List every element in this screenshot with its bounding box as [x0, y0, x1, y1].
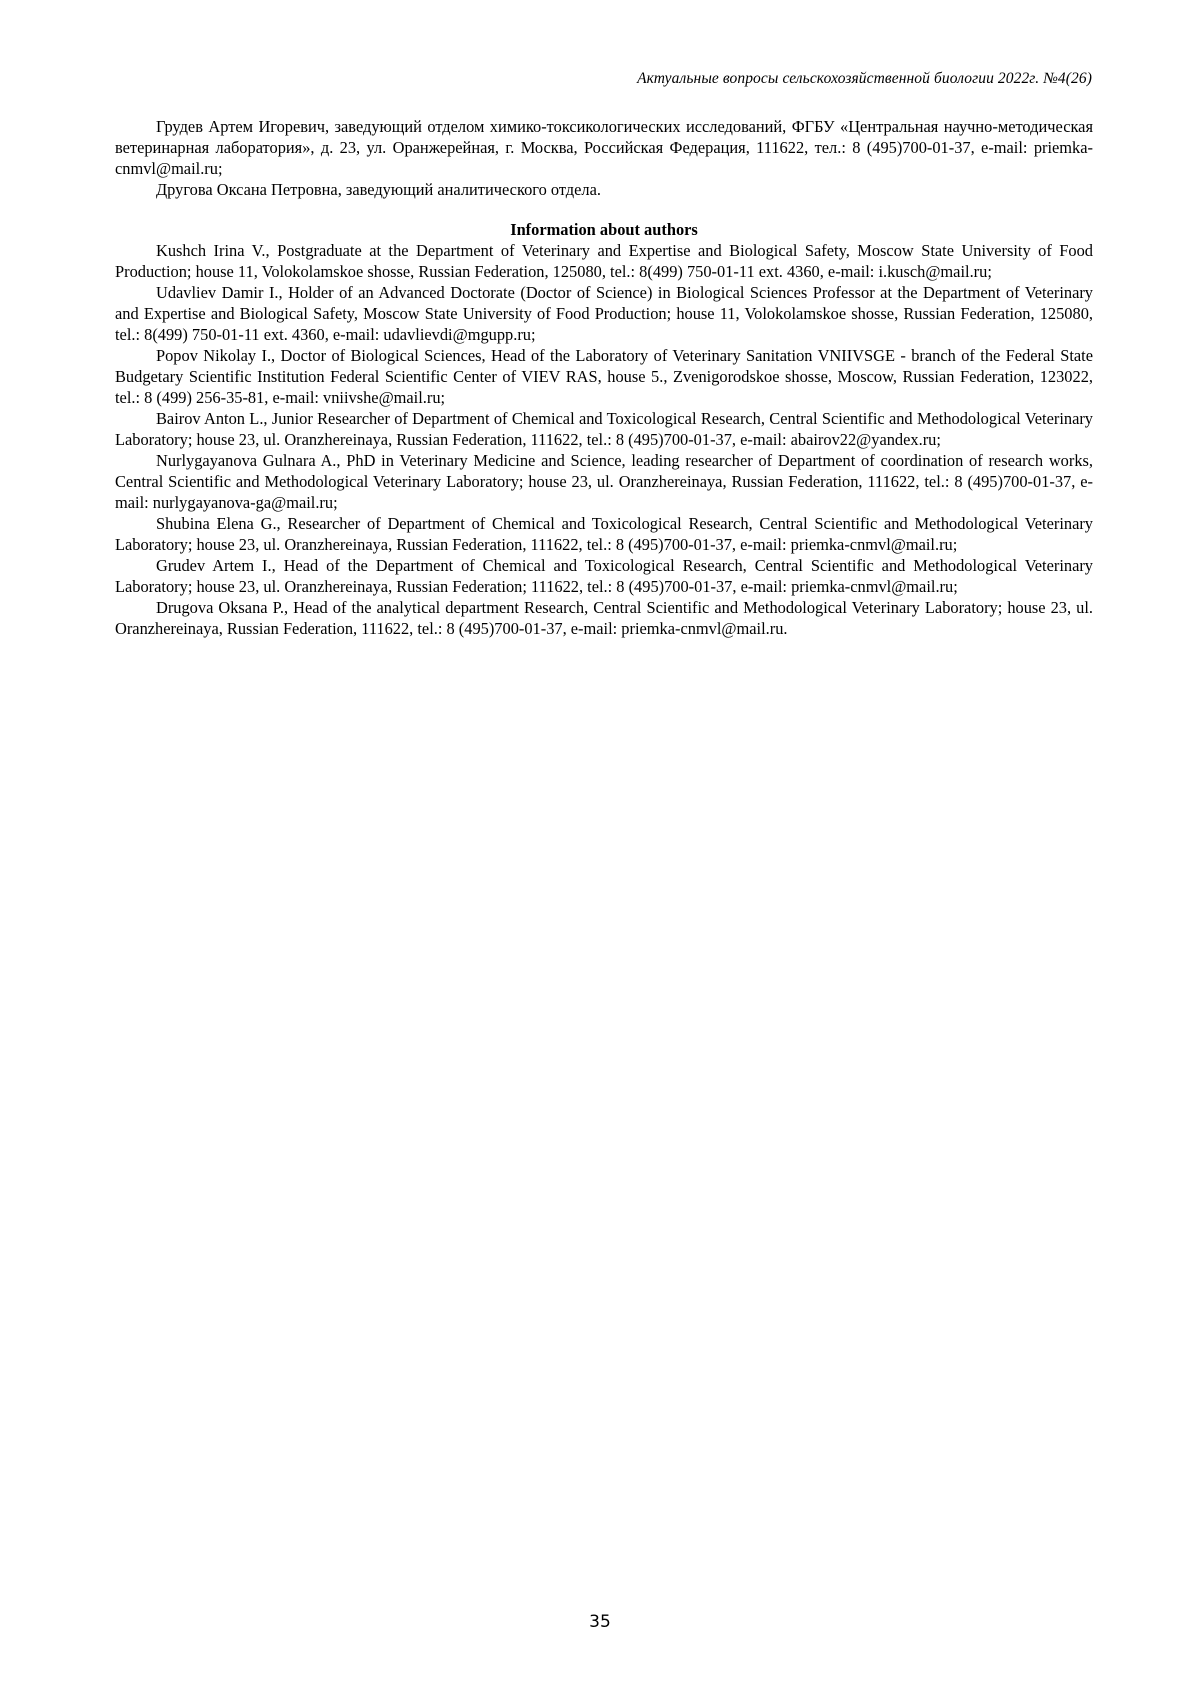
author-entry-kushch: Kushch Irina V., Postgraduate at the Department of Veterinary and Expertise and Biological Safety, Moscow State University of Food Production; house 11, Volokolamskoe shosse, Russian Federation, 125080, tel.: 8(499) 750-01-11 ext. 4360, e-mail: i.kusch@mail.ru;: [115, 241, 1093, 281]
author-entry-grudev: Grudev Artem I., Head of the Department of Chemical and Toxicological Research, Central Scientific and Methodological Veterinary Laboratory; house 23, ul. Oranzhereinaya, Russian Federation; 111622, tel.: 8 (495)700-01-37, e-mail: priemka-cnmvl@mail.ru;: [115, 556, 1093, 596]
author-entry-drugova: Drugova Oksana P., Head of the analytical department Research, Central Scientific and Methodological Veterinary Laboratory; house 23, ul. Oranzhereinaya, Russian Federation, 111622, tel.: 8 (495)700-01-37, e-mail: priemka-cnmvl@mail.ru.: [115, 598, 1093, 638]
russian-author-drugova: Другова Оксана Петровна, заведующий аналитического отдела.: [156, 180, 601, 199]
author-entry-nurlygayanova: Nurlygayanova Gulnara A., PhD in Veterinary Medicine and Science, leading researcher of Department of coordination of research works, Central Scientific and Methodological Veterinary Laboratory; house 23, ul. Oranzhereinaya, Russian Federation, 111622, tel.: 8 (495)700-01-37, e-mail: nurlygayanova-ga@mail.ru;: [115, 451, 1093, 512]
author-entry-bairov: Bairov Anton L., Junior Researcher of Department of Chemical and Toxicological Research, Central Scientific and Methodological Veterinary Laboratory; house 23, ul. Oranzhereinaya, Russian Federation, 111622, tel.: 8 (495)700-01-37, e-mail: abairov22@yandex.ru;: [115, 409, 1093, 449]
russian-author-grudev: Грудев Артем Игоревич, заведующий отделом химико-токсикологических исследований, ФГБУ «Центральная научно-методическая ветеринарная лаборатория», д. 23, ул. Оранжерейная, г. Москва, Российская Федерация, 111622, тел.: 8 (495)700-01-37, e-mail: priemka-cnmvl@mail.ru;: [115, 117, 1093, 178]
page-number: 35: [589, 1612, 611, 1632]
page-content: [115, 116, 1093, 639]
author-entry-udavliev: Udavliev Damir I., Holder of an Advanced Doctorate (Doctor of Science) in Biological Sciences Professor at the Department of Veterinary and Expertise and Biological Safety, Moscow State University of Food Production; house 11, Volokolamskoe shosse, Russian Federation, 125080, tel.: 8(499) 750-01-11 ext. 4360, e-mail: udavlievdi@mgupp.ru;: [115, 283, 1093, 344]
section-title: Information about authors: [510, 220, 698, 239]
running-header: Актуальные вопросы сельскохозяйственной биологии 2022г. №4(26): [637, 70, 1092, 87]
author-entry-shubina: Shubina Elena G., Researcher of Department of Chemical and Toxicological Research, Central Scientific and Methodological Veterinary Laboratory; house 23, ul. Oranzhereinaya, Russian Federation, 111622, tel.: 8 (495)700-01-37, e-mail: priemka-cnmvl@mail.ru;: [115, 514, 1093, 554]
author-entry-popov: Popov Nikolay I., Doctor of Biological Sciences, Head of the Laboratory of Veterinary Sanitation VNIIVSGE - branch of the Federal State Budgetary Scientific Institution Federal Scientific Center of VIEV RAS, house 5., Zvenigorodskoe shosse, Moscow, Russian Federation, 123022, tel.: 8 (499) 256-35-81, e-mail: vniivshe@mail.ru;: [115, 346, 1093, 407]
